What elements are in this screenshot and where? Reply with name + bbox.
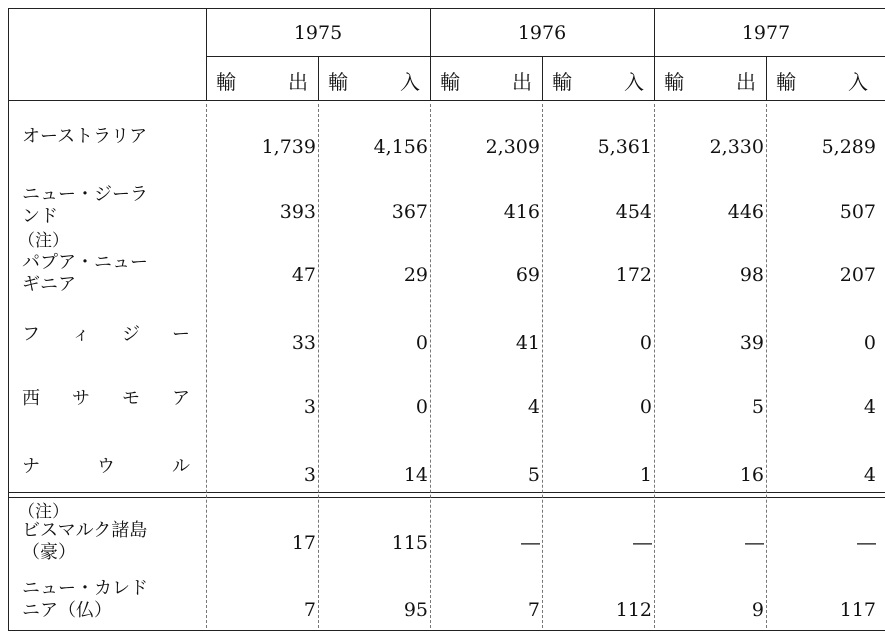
table-cell: ― <box>745 532 764 554</box>
table-cell: 393 <box>279 201 316 223</box>
table-cell: 507 <box>839 201 876 223</box>
dotted-divider <box>766 104 767 628</box>
dotted-divider <box>430 104 431 628</box>
note-marker: （注） <box>18 231 69 251</box>
row-label-char: ナ <box>22 456 40 477</box>
export-header-char: 出 <box>288 70 308 94</box>
table-cell: 69 <box>515 264 540 286</box>
table-cell: 39 <box>739 332 764 354</box>
year-divider <box>206 56 885 57</box>
table-cell: 367 <box>391 201 428 223</box>
export-header-char: 出 <box>736 70 756 94</box>
table-cell: 416 <box>503 201 540 223</box>
row-label: ニュー・カレド <box>22 578 148 599</box>
table-cell: 17 <box>291 532 316 554</box>
top-border <box>8 8 885 9</box>
row-label: ンド <box>22 206 58 227</box>
table-cell: 2,309 <box>485 136 540 158</box>
import-header-char: 輸 <box>328 70 348 94</box>
row-label: ニュー・ジーラ <box>22 184 148 205</box>
export-header-char: 輸 <box>216 70 236 94</box>
row-label-char: サ <box>72 388 90 409</box>
row-label: ニア（仏） <box>22 600 112 621</box>
table-cell: 1 <box>639 464 652 486</box>
table-cell: 0 <box>415 332 428 354</box>
sub-col-divider-1 <box>318 56 319 100</box>
year-header-1977: 1977 <box>741 22 791 44</box>
year-header-1976: 1976 <box>517 22 567 44</box>
table-cell: 4 <box>863 464 876 486</box>
row-label-char: ー <box>172 324 190 345</box>
note-separator-line-1 <box>8 492 885 493</box>
table-cell: 9 <box>751 599 764 621</box>
table-cell: ― <box>521 532 540 554</box>
table-cell: 16 <box>739 464 764 486</box>
row-label <box>22 388 190 410</box>
row-label <box>22 456 190 478</box>
note-marker: （注） <box>18 502 69 522</box>
row-label-char: ィ <box>72 324 90 345</box>
table-cell: 4 <box>527 396 540 418</box>
row-label: （豪） <box>22 542 76 563</box>
left-border <box>8 8 9 630</box>
row-label <box>22 324 190 346</box>
dotted-divider <box>542 104 543 628</box>
row-label-char: モ <box>122 388 140 409</box>
import-header-char: 入 <box>848 70 868 94</box>
dotted-divider <box>654 104 655 628</box>
row-label: ギニア <box>22 274 76 295</box>
row-label: ビスマルク諸島 <box>22 520 148 541</box>
table-cell: 0 <box>415 396 428 418</box>
table-cell: 0 <box>863 332 876 354</box>
table-cell: ― <box>633 532 652 554</box>
bottom-border <box>8 630 885 631</box>
import-header-char: 入 <box>400 70 420 94</box>
table-cell: 7 <box>303 599 316 621</box>
note-separator-line-2 <box>8 497 885 498</box>
sub-col-divider-2 <box>542 56 543 100</box>
table-cell: 4 <box>863 396 876 418</box>
row-label: パプア・ニュー <box>22 252 148 273</box>
row-label-char: ジ <box>122 324 140 345</box>
table-cell: 5 <box>527 464 540 486</box>
table-cell: 115 <box>391 532 428 554</box>
table-cell: 5,289 <box>821 136 876 158</box>
table-cell: 14 <box>403 464 428 486</box>
table-cell: ― <box>857 532 876 554</box>
table-cell: 3 <box>303 464 316 486</box>
table-cell: 117 <box>839 599 876 621</box>
table-cell: 172 <box>615 264 652 286</box>
table-cell: 7 <box>527 599 540 621</box>
dotted-divider <box>318 104 319 628</box>
table-cell: 112 <box>615 599 652 621</box>
table-cell: 2,330 <box>709 136 764 158</box>
table-cell: 47 <box>291 264 316 286</box>
import-header-char: 輸 <box>776 70 796 94</box>
table-cell: 5,361 <box>597 136 652 158</box>
table-cell: 33 <box>291 332 316 354</box>
table-cell: 0 <box>639 332 652 354</box>
table-cell: 4,156 <box>373 136 428 158</box>
import-header-char: 輸 <box>552 70 572 94</box>
header-bottom-border <box>8 100 885 101</box>
table-cell: 446 <box>727 201 764 223</box>
row-label: オーストラリア <box>22 126 148 147</box>
table-cell: 454 <box>615 201 652 223</box>
row-label-char: フ <box>22 324 40 345</box>
table-cell: 1,739 <box>261 136 316 158</box>
year-header-1975: 1975 <box>293 22 343 44</box>
table-cell: 207 <box>839 264 876 286</box>
import-header-char: 入 <box>624 70 644 94</box>
row-label-char: ア <box>172 388 190 409</box>
sub-col-divider-3 <box>766 56 767 100</box>
table-cell: 5 <box>751 396 764 418</box>
table-cell: 29 <box>403 264 428 286</box>
row-label-char: 西 <box>22 388 40 409</box>
table-cell: 95 <box>403 599 428 621</box>
export-header-char: 出 <box>512 70 532 94</box>
dotted-divider <box>206 104 207 628</box>
export-header-char: 輸 <box>664 70 684 94</box>
table-cell: 98 <box>739 264 764 286</box>
row-label-char: ル <box>172 456 190 477</box>
table-cell: 41 <box>515 332 540 354</box>
row-label-char: ウ <box>97 456 115 477</box>
export-header-char: 輸 <box>440 70 460 94</box>
table-cell: 0 <box>639 396 652 418</box>
table-cell: 3 <box>303 396 316 418</box>
